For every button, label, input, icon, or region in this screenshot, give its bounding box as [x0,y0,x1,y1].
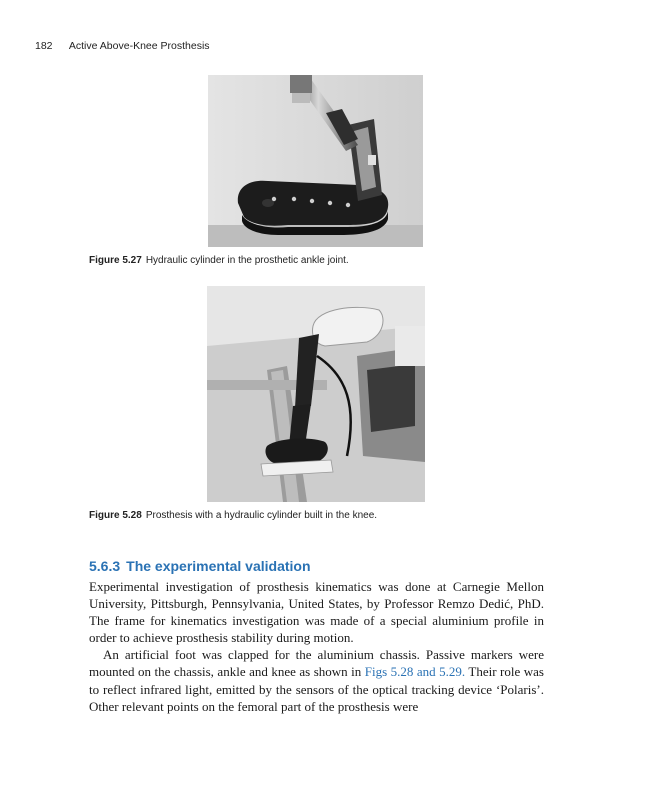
figure-5-27-caption-text: Hydraulic cylinder in the prosthetic ankle joint. [145,255,349,266]
figure-5-28-label: Figure 5.28 [89,510,142,521]
body-text [89,578,544,715]
page-number: 182 [35,40,53,52]
section-number: 5.6.3 [89,558,121,574]
paragraph-2-text-before: An artificial foot was clapped for the aluminium chassis. Passive markers were mounted on the chassis, ankle and knee as shown in [89,647,544,680]
figure-cross-reference-link[interactable]: Figs 5.28 and 5.29. [364,664,466,680]
figure-5-28-photo [207,286,425,502]
figure-5-27-photo [208,75,423,247]
paragraph-2 [89,646,544,714]
figure-5-27-label: Figure 5.27 [89,255,142,266]
figure-5-28-caption [89,510,377,521]
section-heading [89,558,311,574]
paragraph-2-text-after: Their role was to reflect infrared light, emitted by the sensors of the optical tracking device ‘Polaris’. Other relevant points on the femoral part of the prosthesis were [89,664,544,714]
figure-5-28-caption-text: Prosthesis with a hydraulic cylinder built in the knee. [145,510,378,521]
running-title: Active Above-Knee Prosthesis [68,40,210,52]
section-title: The experimental validation [126,558,311,574]
paragraph-1: Experimental investigation of prosthesis kinematics was done at Carnegie Mellon University, Pittsburgh, Pennsylvania, United States, by Professor Remzo Dedić, PhD. The frame for kinematics investigation was made of a special aluminium profile in order to achieve prosthesis stability during motion. [89,579,544,646]
running-head [35,40,210,52]
figure-5-27-caption [89,255,349,266]
